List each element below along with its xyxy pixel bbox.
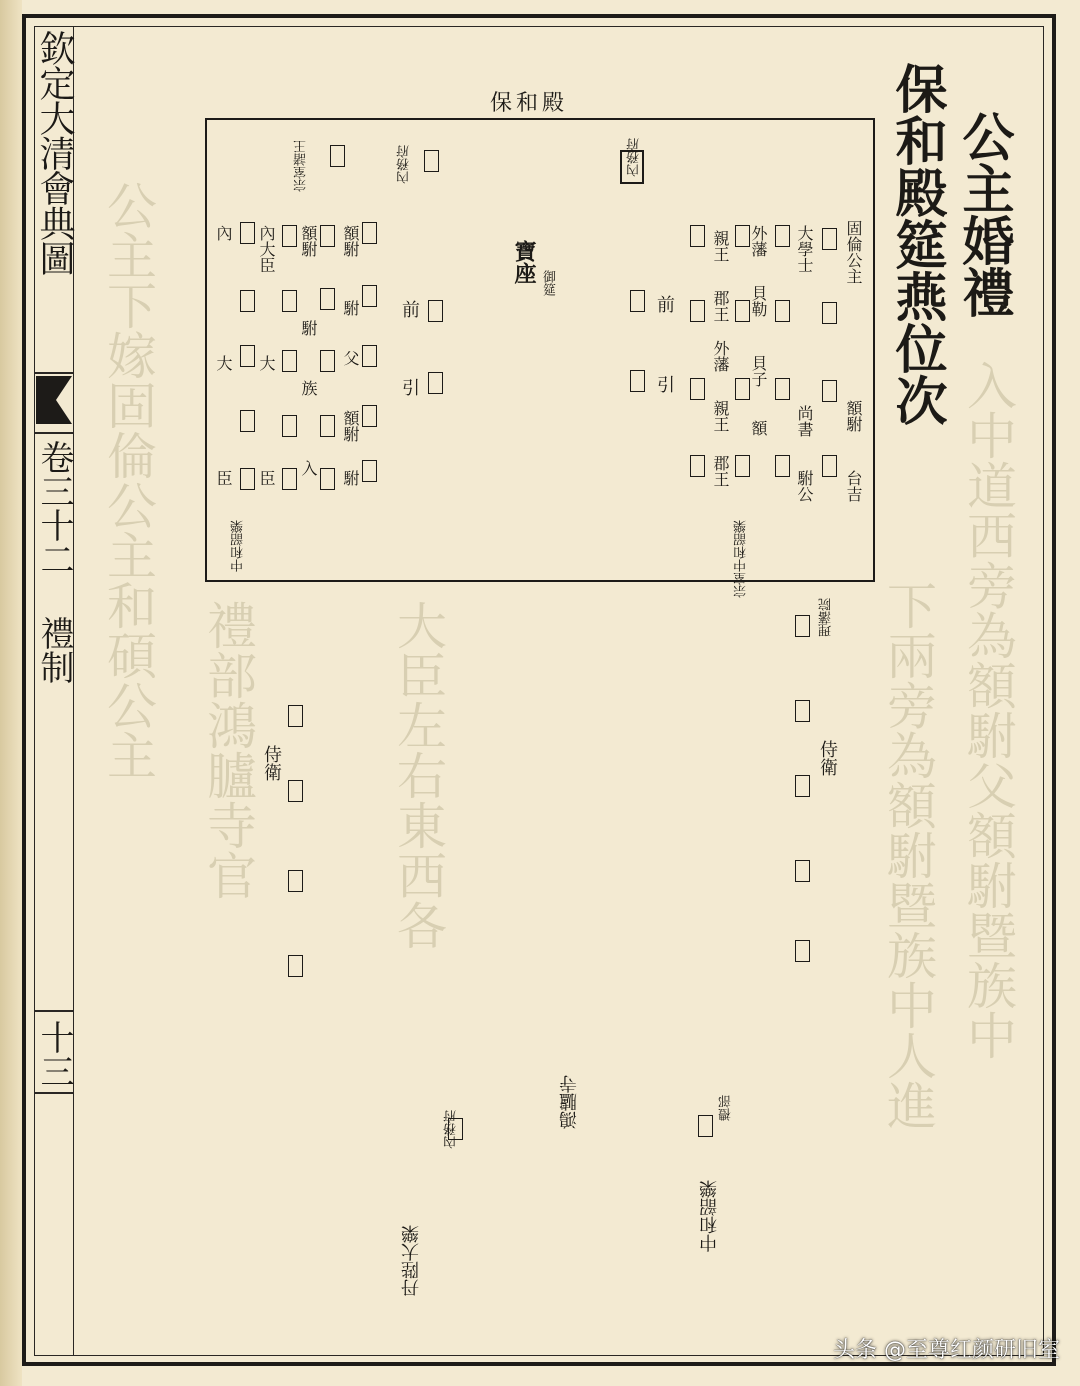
seat — [240, 345, 255, 367]
seat — [240, 222, 255, 244]
seat — [690, 225, 705, 247]
seat — [282, 225, 297, 247]
label-wei-west-top: 宗室諸王 — [294, 140, 309, 192]
diagram-title: 保和殿筵燕位次 — [886, 62, 947, 426]
label-lower-west-1: 入 — [299, 460, 318, 476]
seat — [288, 870, 303, 892]
label-lifanyuan: 理藩院 — [819, 598, 834, 637]
label-prince-2: 親王 — [711, 400, 730, 432]
seat — [775, 378, 790, 400]
throne-label: 寶座 — [511, 240, 537, 284]
label-bottom-east: 宗室中和韶樂 — [734, 520, 749, 598]
watermark: 头条 @至尊红颜研旧室 — [833, 1338, 1060, 1363]
label-music-east: 中和韶樂 — [699, 1180, 720, 1252]
label-consort-east: 額駙 — [844, 400, 863, 432]
seat — [282, 468, 297, 490]
seat — [288, 780, 303, 802]
label-inner-west-2: 大 — [214, 355, 233, 371]
throne-note: 御筵 — [540, 270, 555, 296]
seat — [630, 370, 645, 392]
seat — [288, 955, 303, 977]
page-number: 十三 — [34, 1020, 74, 1088]
label-inner-west-6: 臣 — [257, 470, 276, 486]
seat — [362, 460, 377, 482]
guide-label-west: 引 — [399, 378, 420, 396]
seat — [330, 145, 345, 167]
label-bottom-west: 中和韶樂 — [231, 520, 246, 572]
seat — [448, 1118, 463, 1140]
seat — [690, 378, 705, 400]
seat — [735, 300, 750, 322]
label-neiwufu: 內務府 — [444, 1110, 459, 1149]
seat — [362, 285, 377, 307]
label-consort-west-2: 駙 — [299, 320, 318, 336]
seat — [735, 455, 750, 477]
label-princess-east: 固倫公主 — [844, 220, 863, 284]
margin-divider — [34, 1010, 74, 1012]
seat — [362, 405, 377, 427]
seat — [735, 225, 750, 247]
bleed-through-text: 大臣左右東西各 — [389, 600, 447, 950]
book-spine — [0, 0, 22, 1386]
seat — [320, 468, 335, 490]
label-libu: 禮部 — [719, 1095, 734, 1121]
seat — [822, 455, 837, 477]
label-commandery-prince-1: 郡王 — [711, 290, 730, 322]
margin-divider — [34, 372, 74, 374]
label-inner-west-4: 內大臣 — [257, 225, 276, 273]
label-clan-west: 族 — [299, 380, 318, 396]
seat — [362, 345, 377, 367]
label-e: 額 — [749, 420, 768, 436]
label-consort-west-1: 額駙 — [299, 225, 318, 257]
front-guide-label-west: 前 — [399, 300, 420, 318]
seat — [240, 468, 255, 490]
guide-label-east: 引 — [654, 375, 675, 393]
bleed-through-text: 下兩旁為額駙暨族中人進 — [879, 580, 937, 1130]
seat — [362, 222, 377, 244]
seat — [735, 378, 750, 400]
label-music-west: 丹陛大樂 — [401, 1225, 422, 1297]
label-lower-west-2: 駙 — [341, 470, 360, 486]
seat — [795, 860, 810, 882]
volume-label: 卷三十二 禮制 — [34, 440, 74, 684]
seat — [795, 940, 810, 962]
seat — [320, 350, 335, 372]
label-outer-vassal: 外藩 — [749, 225, 768, 257]
imperial-table-label: 內務府 — [627, 138, 642, 177]
seat — [282, 415, 297, 437]
seat — [320, 288, 335, 310]
label-outer-vassal-2: 外藩 — [711, 340, 730, 372]
label-hongluzi: 鴻臚寺 — [559, 1075, 580, 1129]
seat — [282, 350, 297, 372]
seat — [690, 300, 705, 322]
section-title: 公主婚禮 — [953, 110, 1014, 318]
bleed-through-text: 禮部鴻臚寺官 — [199, 600, 257, 900]
seat — [775, 455, 790, 477]
label-consort-duke: 駙公 — [795, 470, 814, 502]
label-consort-west-5: 額駙 — [341, 410, 360, 442]
label-consort-west-3: 額駙 — [341, 225, 360, 257]
seat — [320, 225, 335, 247]
label-inner-west-1: 內 — [214, 225, 233, 241]
guard-label-west: 侍衛 — [261, 745, 282, 781]
seat — [630, 290, 645, 312]
label-consort-west-4: 駙 — [341, 300, 360, 316]
label-inner-west-3: 臣 — [214, 470, 233, 486]
seat — [320, 415, 335, 437]
seat — [288, 705, 303, 727]
label-inner-west-5: 大 — [257, 355, 276, 371]
label-prince-1: 親王 — [711, 230, 730, 262]
book-title: 欽定大清會典圖 — [34, 30, 75, 275]
label-minister: 尚書 — [795, 405, 814, 437]
bleed-through-text: 入中道西旁為額駙父額駙暨族中 — [959, 360, 1017, 1060]
seat — [424, 150, 439, 172]
seat — [428, 300, 443, 322]
margin-divider — [34, 1092, 74, 1094]
seat — [428, 372, 443, 394]
bleed-through-text: 公主下嫁固倫公主和碩公主 — [99, 180, 157, 780]
seat — [822, 228, 837, 250]
seat — [282, 290, 297, 312]
margin-divider — [34, 432, 74, 434]
label-grand-secretary: 大學士 — [795, 225, 814, 273]
seat — [775, 300, 790, 322]
seat — [775, 225, 790, 247]
label-nei-top: 內務府 — [397, 145, 412, 184]
seat — [240, 410, 255, 432]
seat — [822, 302, 837, 324]
label-taiji: 台吉 — [844, 470, 863, 502]
label-father-west: 父 — [341, 350, 360, 366]
seat — [240, 290, 255, 312]
label-beizi: 貝子 — [749, 355, 768, 387]
seat — [795, 700, 810, 722]
label-commandery-prince-2: 郡王 — [711, 455, 730, 487]
label-beile: 貝勒 — [749, 285, 768, 317]
seat — [698, 1115, 713, 1137]
front-guide-label-east: 前 — [654, 295, 675, 313]
seat — [822, 380, 837, 402]
fish-tail-ornament-icon — [36, 370, 72, 430]
guard-label-east: 侍衛 — [817, 740, 838, 776]
seat — [690, 455, 705, 477]
hall-label: 保和殿 — [490, 91, 569, 116]
seat — [795, 615, 810, 637]
seat — [795, 775, 810, 797]
